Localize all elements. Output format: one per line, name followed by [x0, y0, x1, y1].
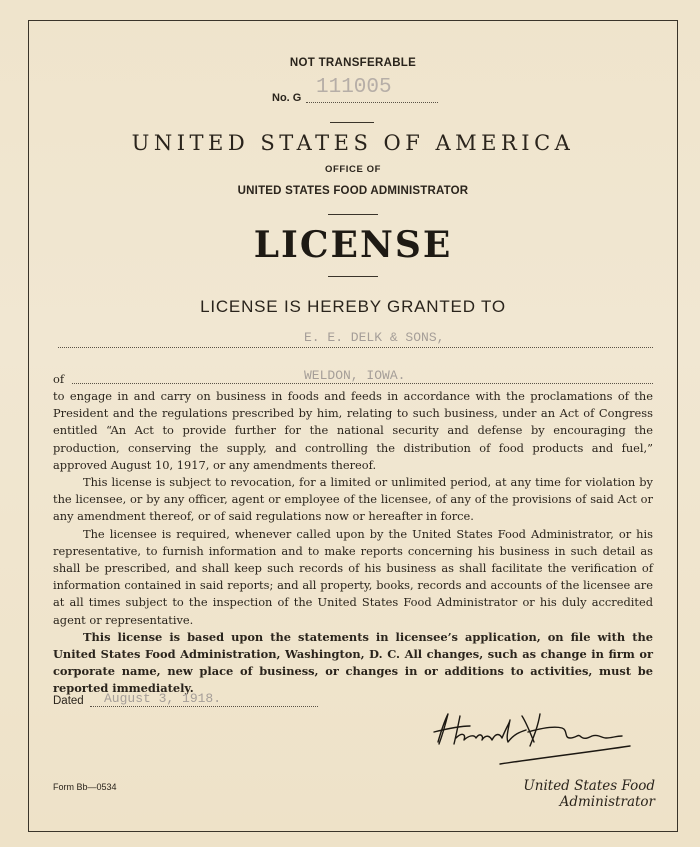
granted-to-heading: LICENSE IS HEREBY GRANTED TO	[200, 297, 506, 316]
paragraph-application: This license is based upon the statements in licensee’s application, on file with the United States Food Administration, Washington, D. C. All changes, such as change in firm or corporate name, new place of business, or changes in or additions to activities, must be reported immediately.	[53, 629, 653, 696]
signature-scribble	[430, 708, 635, 770]
license-number-value: 111005	[316, 76, 392, 99]
divider-top	[330, 122, 374, 123]
dated-value: August 3, 1918.	[104, 691, 222, 706]
signer-title: United States Food Administrator	[523, 778, 655, 810]
paragraph-act: to engage in and carry on business in foods and feeds in accordance with the proclamations of the President and the regulations prescribed by him, relating to such business, under an Act of Congress entitled “An Act to provide further for the national security and defense by encouraging the production, conserving the supply, and controlling the distribution of food products and fuel,” approved August 10, 1917, or any amendments thereof.	[53, 389, 653, 472]
form-number: Form Bb—0534	[53, 782, 117, 792]
licensee-name: E. E. DELK & SONS,	[304, 330, 445, 345]
license-heading: LICENSE	[253, 224, 453, 266]
dated-label: Dated	[53, 695, 84, 707]
dated-line	[90, 692, 318, 707]
paragraph-revocation: This license is subject to revocation, for a limited or unlimited period, at any time for violation by the licensee, or by any officer, agent or employee of the licensee, of any of the provisions of said Act or any amendment thereof, or of said regulations now or hereafter in force.	[53, 475, 653, 524]
licensee-location: WELDON, IOWA.	[304, 368, 406, 383]
location-line	[72, 368, 653, 384]
licensee-name-line	[58, 330, 653, 348]
office-of-label: OFFICE OF	[324, 164, 382, 175]
license-number-line	[306, 76, 438, 103]
divider-middle	[328, 214, 378, 215]
signature-herbert-hoover	[430, 708, 635, 775]
paragraph-reporting: The licensee is required, whenever called upon by the United States Food Administrator, or his representative, to furnish information and to make reports concerning his business in such detail as shall be prescribed, and shall keep such records of his business as shall facilitate the verification of information contained in said reports; and all property, books, records and accounts of the licensee are at all times subject to the inspection of the United States Food Administrator or his duly accredited agent or representative.	[53, 526, 653, 627]
divider-bottom	[328, 276, 378, 277]
of-label: of	[53, 372, 65, 386]
license-number-label: No. G	[272, 92, 302, 104]
license-terms	[53, 388, 653, 698]
country-title: UNITED STATES OF AMERICA	[131, 131, 575, 155]
office-name: UNITED STATES FOOD ADMINISTRATOR	[237, 185, 469, 197]
not-transferable-label: NOT TRANSFERABLE	[289, 57, 417, 69]
